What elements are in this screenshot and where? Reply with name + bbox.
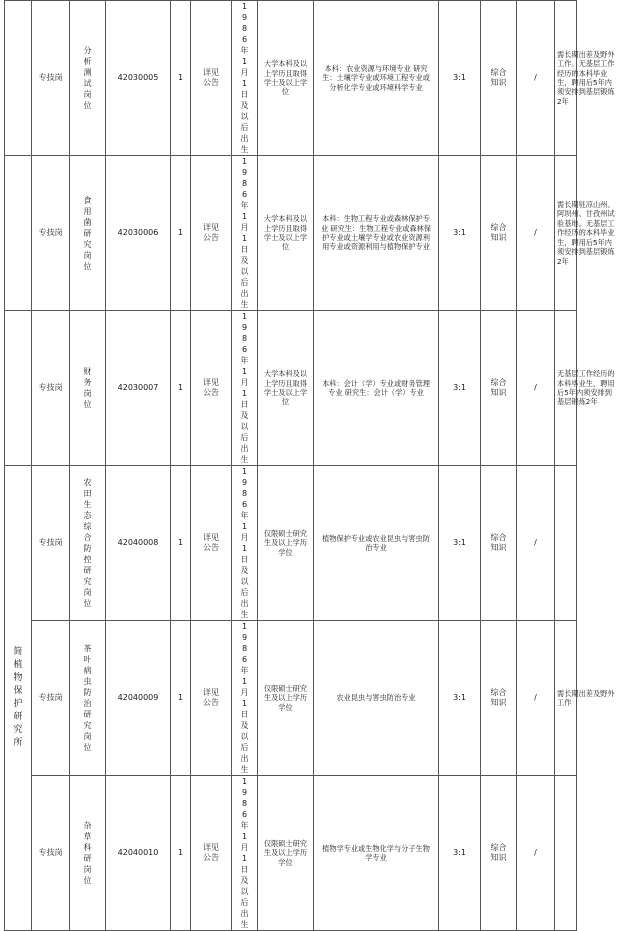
post-name-cell: 财务岗位: [70, 311, 106, 466]
remark-cell: 需长期出差及野外工作: [555, 621, 577, 776]
unit-cell-blank: [5, 311, 32, 466]
post-name-cell: 茶叶病虫防治研究岗位: [70, 621, 106, 776]
remark-cell: [555, 466, 577, 621]
major-cell: 本科：农业资源与环境专业 研究生：土壤学专业或环境工程专业或分析化学专业或环境科学专业: [314, 1, 439, 156]
count-cell: 1: [171, 1, 191, 156]
count-cell: 1: [171, 311, 191, 466]
post-code-cell: 42040009: [106, 621, 171, 776]
education-cell: 仅限硕士研究生及以上学历学位: [258, 621, 314, 776]
post-name-cell: 杂草科研岗位: [70, 776, 106, 931]
age-cell: 1986年1月1日及以后出生: [232, 311, 258, 466]
recruitment-table-sheet: [4, 0, 615, 929]
ratio-cell: 3:1: [439, 776, 481, 931]
table-row: [5, 466, 577, 621]
post-name-cell: 农田生态综合防控研究岗位: [70, 466, 106, 621]
remark-cell: 需长期出差及野外工作。无基层工作经历的本科毕业生，聘用后5年内须安排到基层锻炼2年: [555, 1, 577, 156]
post-type-cell: 专技岗: [32, 466, 70, 621]
count-cell: 1: [171, 621, 191, 776]
remark-cell: 无基层工作经历的本科毕业生，聘用后5年内须安排到基层锻炼2年: [555, 311, 577, 466]
ratio-cell: 3:1: [439, 1, 481, 156]
age-cell: 1986年1月1日及以后出生: [232, 621, 258, 776]
major-cell: 植物学专业或生物化学与分子生物学专业: [314, 776, 439, 931]
education-cell: 大学本科及以上学历且取得学士及以上学位: [258, 1, 314, 156]
slash-cell: /: [517, 621, 555, 776]
major-cell: 农业昆虫与害虫防治专业: [314, 621, 439, 776]
post-code-cell: 42030007: [106, 311, 171, 466]
slash-cell: /: [517, 311, 555, 466]
education-cell: 大学本科及以上学历且取得学士及以上学位: [258, 311, 314, 466]
major-cell: 本科：会计（学）专业或财务管理专业 研究生：会计（学）专业: [314, 311, 439, 466]
recruitment-table: [4, 0, 615, 931]
major-cell: 本科：生物工程专业或森林保护专业 研究生：生物工程专业或森林保护专业或土壤学专业或农业资源利用专业或资源利用与植物保护专业: [314, 156, 439, 311]
age-cell: 1986年1月1日及以后出生: [232, 156, 258, 311]
major-cell: 植物保护专业或农业昆虫与害虫防治专业: [314, 466, 439, 621]
slash-cell: /: [517, 776, 555, 931]
unit-name-cell: 简植物保护研究所: [5, 466, 32, 931]
post-name-cell: 食用菌研究岗位: [70, 156, 106, 311]
treatment-cell: 详见公告: [191, 776, 232, 931]
table-row: [5, 776, 577, 931]
post-code-cell: 42040010: [106, 776, 171, 931]
education-cell: 大学本科及以上学历且取得学士及以上学位: [258, 156, 314, 311]
age-cell: 1986年1月1日及以后出生: [232, 466, 258, 621]
slash-cell: /: [517, 1, 555, 156]
exam-cell: 综合知识: [481, 466, 517, 621]
ratio-cell: 3:1: [439, 156, 481, 311]
slash-cell: /: [517, 466, 555, 621]
exam-cell: 综合知识: [481, 1, 517, 156]
treatment-cell: 详见公告: [191, 156, 232, 311]
ratio-cell: 3:1: [439, 621, 481, 776]
exam-cell: 综合知识: [481, 776, 517, 931]
education-cell: 仅限硕士研究生及以上学历学位: [258, 776, 314, 931]
treatment-cell: 详见公告: [191, 311, 232, 466]
treatment-cell: 详见公告: [191, 621, 232, 776]
unit-cell-blank: [5, 156, 32, 311]
table-row: [5, 156, 577, 311]
slash-cell: /: [517, 156, 555, 311]
table-row: [5, 311, 577, 466]
unit-cell-blank: [5, 1, 32, 156]
age-cell: 1986年1月1日及以后出生: [232, 1, 258, 156]
count-cell: 1: [171, 466, 191, 621]
education-cell: 仅限硕士研究生及以上学历学位: [258, 466, 314, 621]
post-name-cell: 分析测试岗位: [70, 1, 106, 156]
post-type-cell: 专技岗: [32, 156, 70, 311]
post-type-cell: 专技岗: [32, 1, 70, 156]
post-code-cell: 42030005: [106, 1, 171, 156]
post-code-cell: 42030006: [106, 156, 171, 311]
age-cell: 1986年1月1日及以后出生: [232, 776, 258, 931]
table-row: [5, 1, 577, 156]
count-cell: 1: [171, 156, 191, 311]
count-cell: 1: [171, 776, 191, 931]
ratio-cell: 3:1: [439, 466, 481, 621]
treatment-cell: 详见公告: [191, 1, 232, 156]
remark-cell: 需长期驻凉山州、阿坝州、甘孜州试验基地。无基层工作经历的本科毕业生，聘用后5年内须安排到基层锻炼2年: [555, 156, 577, 311]
post-type-cell: 专技岗: [32, 621, 70, 776]
remark-cell: [555, 776, 577, 931]
post-type-cell: 专技岗: [32, 311, 70, 466]
table-row: [5, 621, 577, 776]
treatment-cell: 详见公告: [191, 466, 232, 621]
exam-cell: 综合知识: [481, 621, 517, 776]
post-type-cell: 专技岗: [32, 776, 70, 931]
ratio-cell: 3:1: [439, 311, 481, 466]
exam-cell: 综合知识: [481, 156, 517, 311]
post-code-cell: 42040008: [106, 466, 171, 621]
exam-cell: 综合知识: [481, 311, 517, 466]
